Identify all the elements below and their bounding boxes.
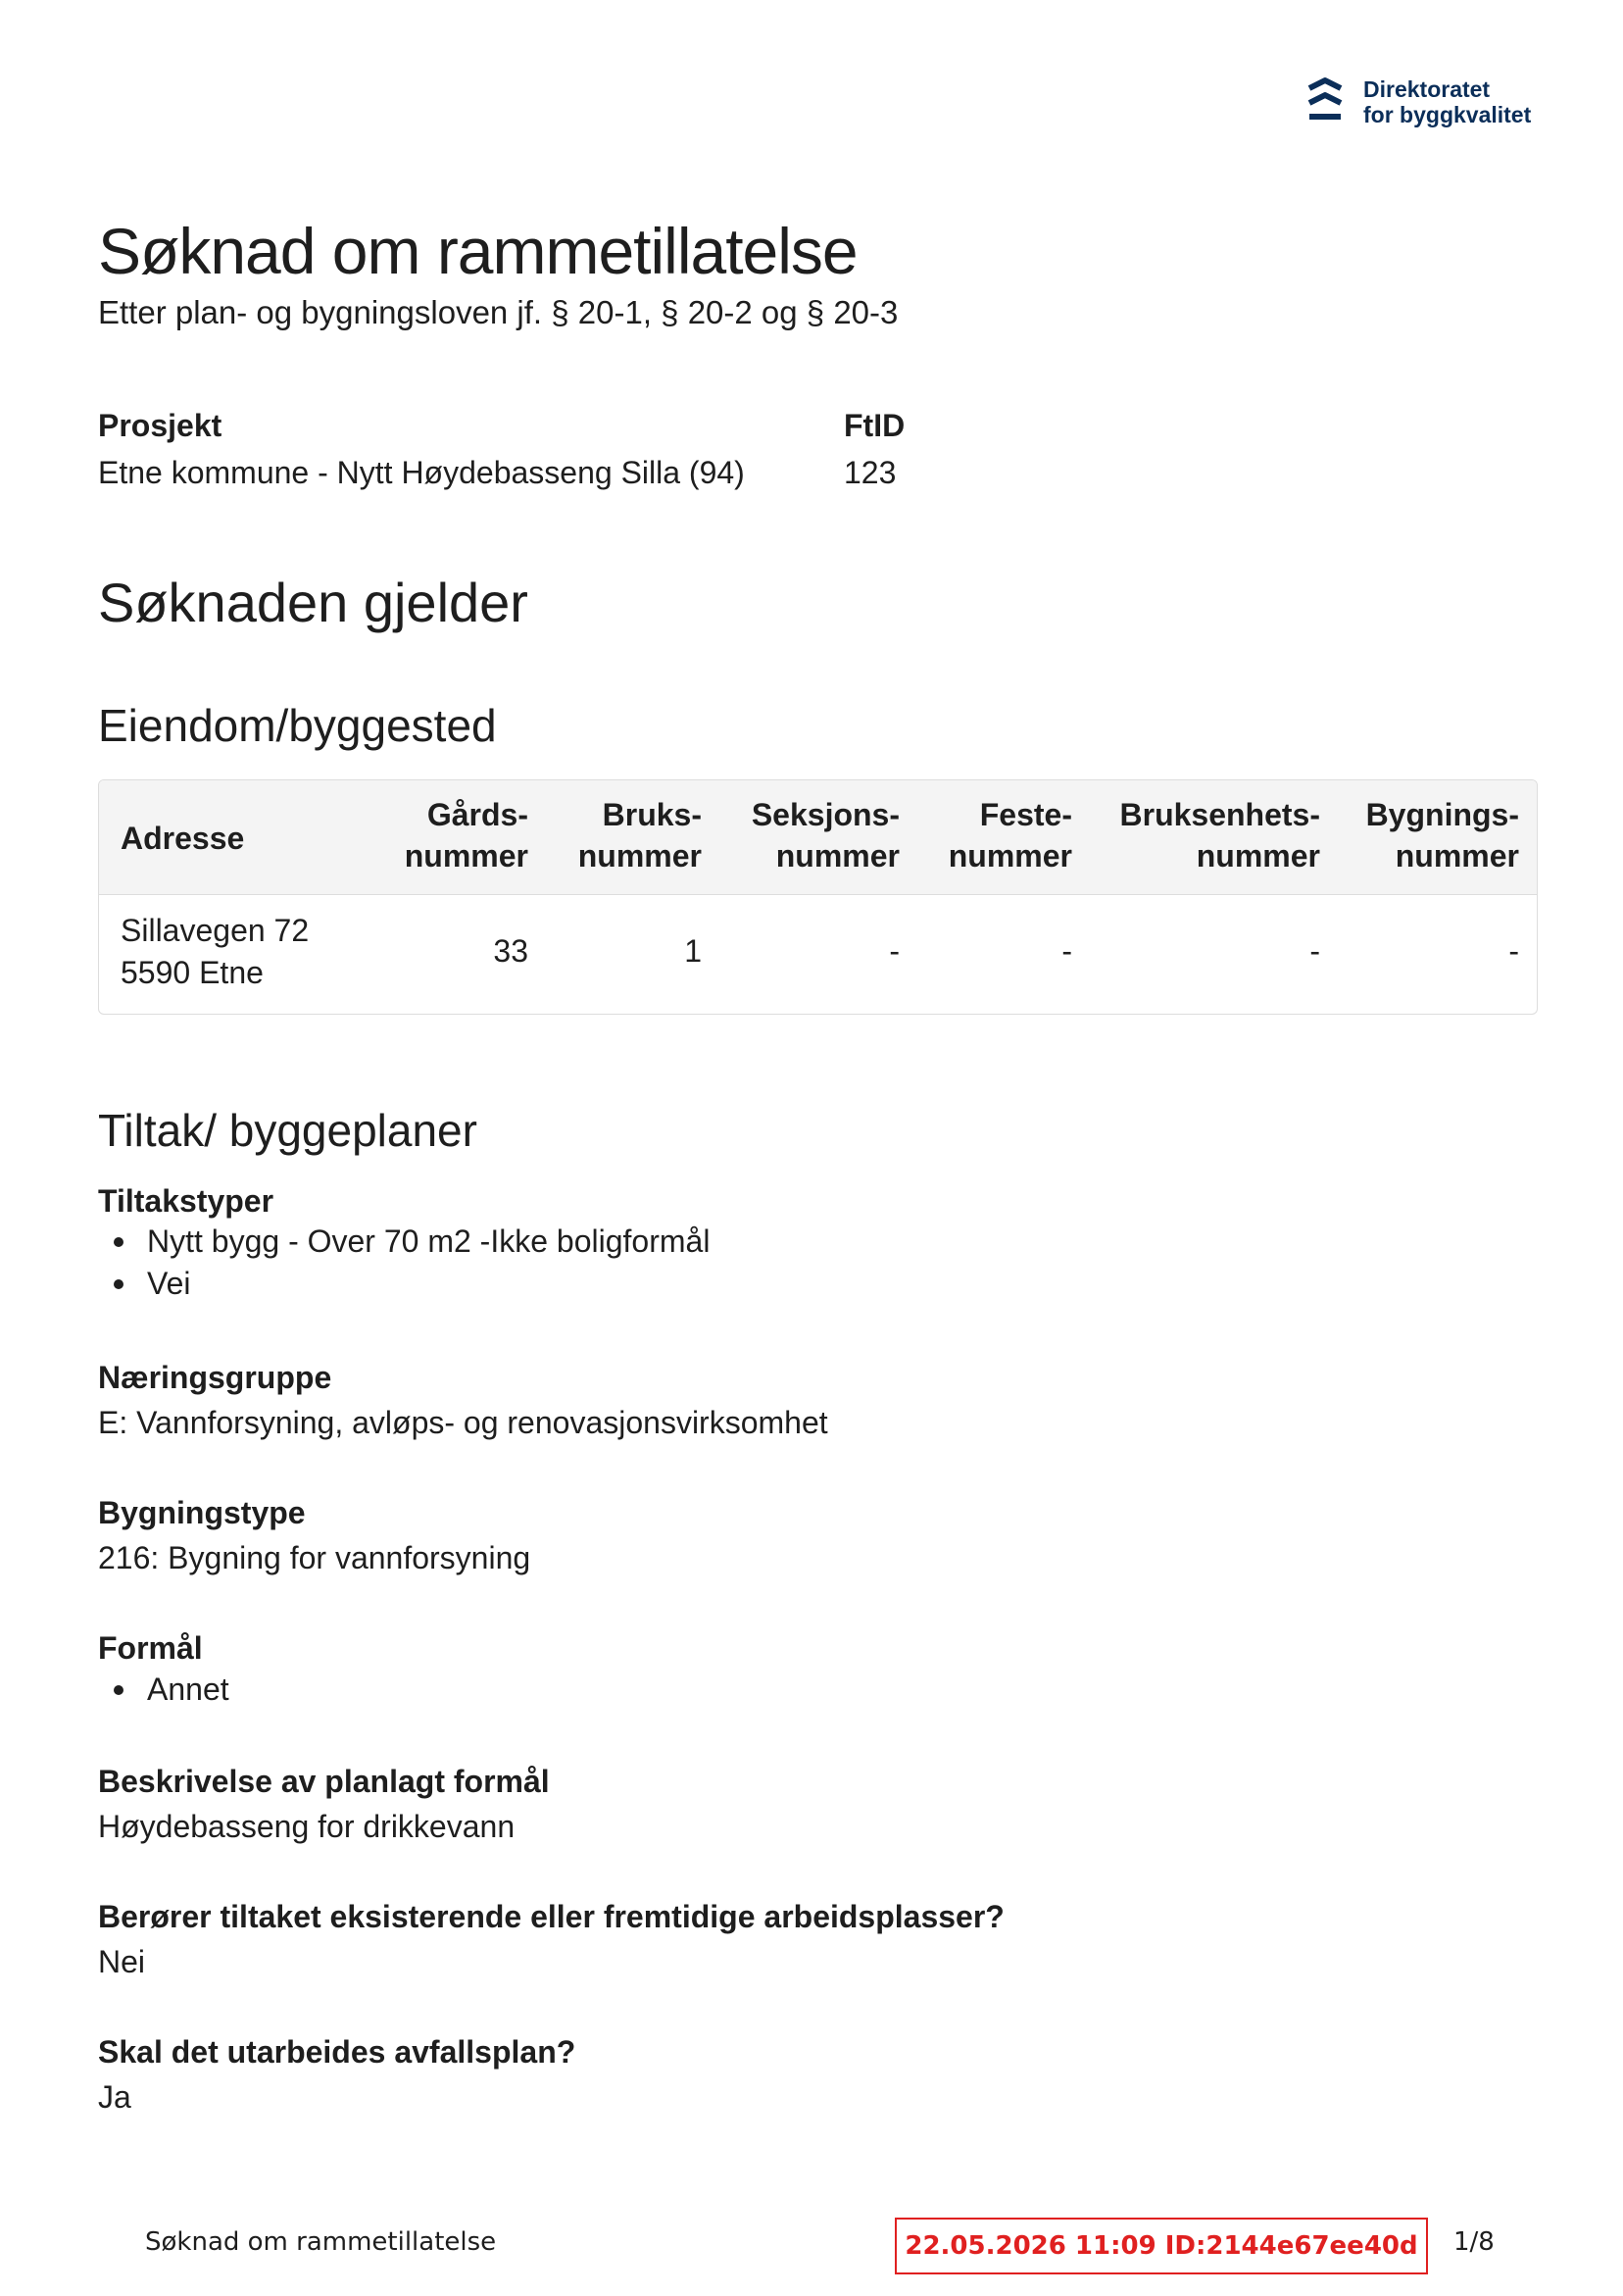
naeringsgruppe-label: Næringsgruppe (98, 1360, 332, 1395)
column-header-festenummer-line2: nummer (948, 838, 1072, 873)
section-title: Søknaden gjelder (98, 572, 528, 633)
formal-list (98, 1669, 229, 1711)
naeringsgruppe-value: E: Vannforsyning, avløps- og renovasjonsvirksomhet (98, 1405, 828, 1440)
bygningstype-label: Bygningstype (98, 1495, 306, 1530)
bullet-icon (114, 1237, 123, 1247)
timestamp-id-stamp: 22.05.2026 11:09 ID:2144e67ee40d (895, 2218, 1428, 2274)
avfallsplan-label: Skal det utarbeides avfallsplan? (98, 2034, 576, 2070)
tiltak-heading: Tiltak/ byggeplaner (98, 1105, 477, 1156)
cell-bygningsnummer: - (1508, 933, 1519, 969)
cell-bruksnummer: 1 (684, 933, 702, 969)
prosjekt-value: Etne kommune - Nytt Høydebasseng Silla (94) (98, 455, 745, 490)
logo-wordmark (1363, 76, 1531, 127)
column-header-bruksenhetsnummer-line1: Bruksenhets- (1119, 797, 1320, 832)
bullet-icon (114, 1685, 123, 1695)
column-header-gardsnummer-line2: nummer (404, 838, 528, 873)
column-header-seksjonsnummer-line1: Seksjons- (751, 797, 900, 832)
formal-text: Annet (147, 1672, 229, 1707)
address-line-1: Sillavegen 72 (121, 913, 310, 948)
tiltakstype-text: Vei (147, 1266, 191, 1301)
ftid-value: 123 (844, 455, 897, 490)
formal-label: Formål (98, 1630, 203, 1666)
dibk-logo-icon (1306, 76, 1344, 125)
page-title: Søknad om rammetillatelse (98, 215, 858, 287)
prosjekt-label: Prosjekt (98, 408, 222, 443)
bygningstype-value: 216: Bygning for vannforsyning (98, 1540, 531, 1575)
bullet-icon (114, 1279, 123, 1289)
column-header-festenummer-line1: Feste- (979, 797, 1072, 832)
footer-document-title: Søknad om rammetillatelse (145, 2227, 497, 2257)
property-heading: Eiendom/byggested (98, 700, 497, 751)
page-subtitle: Etter plan- og bygningsloven jf. § 20-1, § 20-2 og § 20-3 (98, 294, 899, 330)
arbeidsplasser-value: Nei (98, 1944, 146, 1979)
cell-gardsnummer: 33 (493, 933, 528, 969)
tiltakstyper-label: Tiltakstyper (98, 1183, 274, 1219)
column-header-bruksnummer-line1: Bruks- (602, 797, 702, 832)
avfallsplan-value: Ja (98, 2079, 131, 2115)
beskrivelse-label: Beskrivelse av planlagt formål (98, 1764, 550, 1799)
property-table (98, 779, 1538, 1015)
cell-bruksenhetsnummer: - (1309, 933, 1320, 969)
column-header-bruksnummer-line2: nummer (577, 838, 702, 873)
list-item (98, 1669, 229, 1711)
column-header-adresse: Adresse (121, 821, 245, 856)
beskrivelse-value: Høydebasseng for drikkevann (98, 1809, 516, 1844)
table-header (99, 780, 1537, 895)
column-header-seksjonsnummer-line2: nummer (775, 838, 900, 873)
list-item (98, 1263, 710, 1305)
cell-festenummer: - (1061, 933, 1072, 969)
dibk-logo (1306, 76, 1531, 127)
logo-line-1: Direktoratet (1363, 76, 1491, 102)
page-number: 1/8 (1453, 2227, 1495, 2257)
logo-line-2: for byggkvalitet (1363, 102, 1532, 127)
list-item (98, 1221, 710, 1263)
column-header-bygningsnummer-line2: nummer (1395, 838, 1519, 873)
column-header-bygningsnummer-line1: Bygnings- (1365, 797, 1519, 832)
tiltakstyper-list (98, 1221, 710, 1305)
arbeidsplasser-label: Berører tiltaket eksisterende eller fremtidige arbeidsplasser? (98, 1899, 1005, 1934)
address-line-2: 5590 Etne (121, 955, 264, 990)
column-header-gardsnummer-line1: Gårds- (426, 797, 528, 832)
column-header-bruksenhetsnummer-line2: nummer (1196, 838, 1320, 873)
ftid-label: FtID (844, 408, 906, 443)
cell-seksjonsnummer: - (889, 933, 900, 969)
tiltakstype-text: Nytt bygg - Over 70 m2 -Ikke boligformål (147, 1223, 711, 1259)
